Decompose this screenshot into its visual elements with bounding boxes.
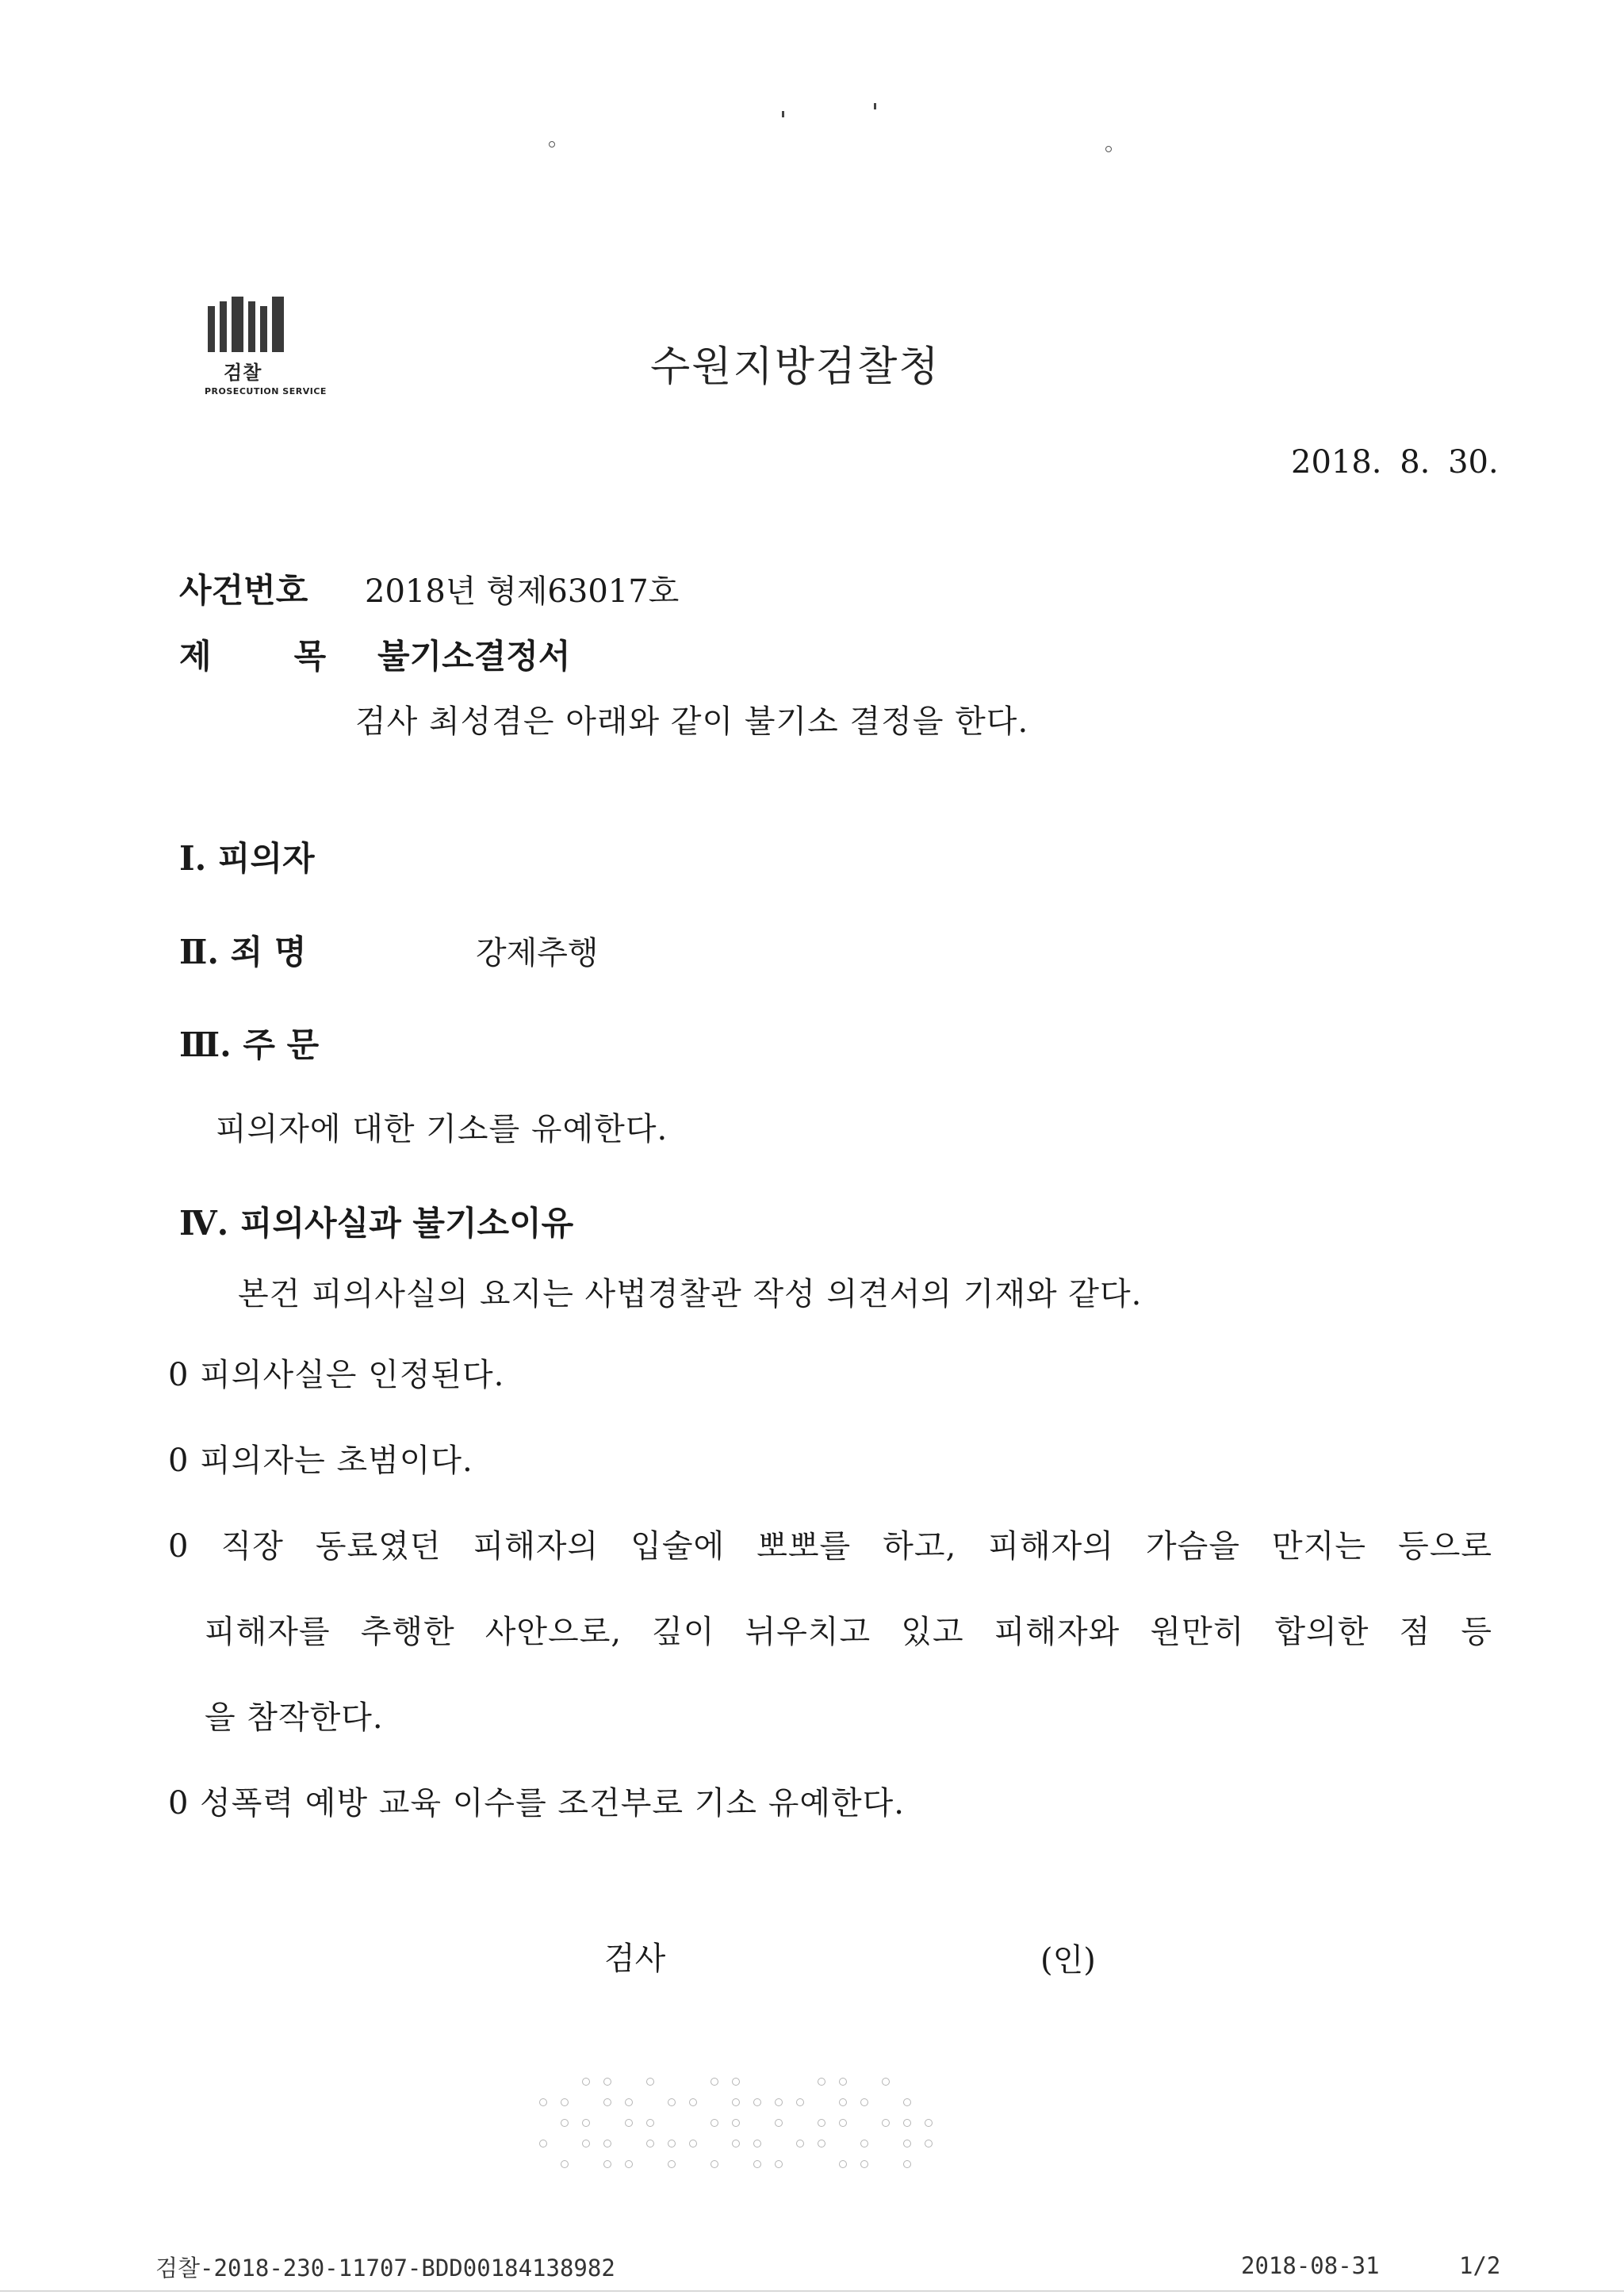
stamp-dot (539, 2140, 547, 2147)
stamp-dot (818, 2078, 825, 2086)
stamp-dot (582, 2078, 590, 2086)
intro-statement: 검사 최성겸은 아래와 같이 불기소 결정을 한다. (355, 703, 1029, 740)
page-number: 1/2 (1459, 2252, 1501, 2279)
scan-mark (1105, 146, 1112, 152)
stamp-dot (839, 2098, 847, 2106)
stamp-dot (710, 2160, 718, 2168)
title-label-part1: 제 (179, 637, 212, 676)
stamp-dot (561, 2119, 569, 2127)
stamp-dot (732, 2119, 740, 2127)
stamp-dot (603, 2160, 611, 2168)
logo-text-ko: 검찰 (224, 362, 262, 384)
stamp-dot (903, 2098, 911, 2106)
stamp-dot (860, 2160, 868, 2168)
stamp-dot (882, 2078, 890, 2086)
prosecution-logo (205, 295, 327, 414)
stamp-dot (925, 2140, 933, 2147)
reasons-summary: 본건 피의사실의 요지는 사법경찰관 작성 의견서의 기재와 같다. (238, 1276, 1143, 1312)
stamp-dot (753, 2140, 761, 2147)
section-disposition-heading: Ⅲ. 주 문 (179, 1025, 320, 1064)
stamp-dot (732, 2140, 740, 2147)
title-label-part2: 목 (293, 637, 327, 676)
stamp-dot (839, 2119, 847, 2127)
stamp-dot (646, 2140, 654, 2147)
stamp-dot (710, 2119, 718, 2127)
stamp-dot (903, 2119, 911, 2127)
print-date: 2018-08-31 (1241, 2252, 1380, 2279)
stamp-dot (818, 2119, 825, 2127)
charge-name: 강제추행 (476, 935, 599, 971)
stamp-dot (625, 2098, 633, 2106)
stamp-dot (903, 2140, 911, 2147)
stamp-dot (839, 2160, 847, 2168)
stamp-dot (603, 2098, 611, 2106)
document-id: 검찰-2018-230-11707-BDD00184138982 (155, 2255, 615, 2282)
logo-text-en: PROSECUTION SERVICE (205, 386, 327, 397)
stamp-dot (796, 2098, 804, 2106)
reason-item-4: 0 성폭력 예방 교육 이수를 조건부로 기소 유예한다. (168, 1785, 905, 1822)
stamp-dot (925, 2119, 933, 2127)
stamp-dot (668, 2140, 676, 2147)
stamp-dot (775, 2160, 783, 2168)
case-number-label: 사건번호 (179, 571, 308, 610)
stamp-dot (818, 2140, 825, 2147)
stamp-dot (860, 2140, 868, 2147)
stamp-dot (582, 2119, 590, 2127)
disposition-text: 피의자에 대한 기소를 유예한다. (216, 1111, 668, 1148)
stamp-dot (753, 2098, 761, 2106)
stamp-dot (646, 2078, 654, 2086)
stamp-dot (775, 2119, 783, 2127)
reason-item-3-line-3: 을 참작한다. (205, 1699, 384, 1736)
scan-mark (874, 103, 876, 109)
stamp-dot (539, 2098, 547, 2106)
dot-matrix-stamp (539, 2078, 952, 2189)
stamp-dot (668, 2160, 676, 2168)
stamp-dot (603, 2140, 611, 2147)
seal-mark: (인) (1040, 1942, 1096, 1979)
scan-mark (549, 141, 555, 148)
stamp-dot (732, 2098, 740, 2106)
stamp-dot (796, 2140, 804, 2147)
stamp-dot (625, 2119, 633, 2127)
prosecutor-label: 검사 (604, 1941, 666, 1977)
section-charge-heading: Ⅱ. 죄 명 (179, 933, 307, 971)
stamp-dot (561, 2098, 569, 2106)
stamp-dot (582, 2140, 590, 2147)
document-title: 불기소결정서 (377, 637, 571, 676)
stamp-dot (603, 2078, 611, 2086)
stamp-dot (882, 2119, 890, 2127)
stamp-dot (646, 2119, 654, 2127)
section-suspect-heading: Ⅰ. 피의자 (179, 839, 315, 878)
stamp-dot (903, 2160, 911, 2168)
reason-item-3-line-2: 피해자를 추행한 사안으로, 깊이 뉘우치고 있고 피해자와 원만히 합의한 점 등 (205, 1614, 1492, 1650)
stamp-dot (689, 2140, 697, 2147)
reason-item-1: 0 피의사실은 인정된다. (168, 1357, 505, 1393)
stamp-dot (839, 2078, 847, 2086)
stamp-dot (732, 2078, 740, 2086)
stamp-dot (775, 2098, 783, 2106)
stamp-dot (710, 2078, 718, 2086)
stamp-dot (753, 2160, 761, 2168)
stamp-dot (561, 2160, 569, 2168)
reason-item-3-line-1: 0 직장 동료였던 피해자의 입술에 뽀뽀를 하고, 피해자의 가슴을 만지는 등으로 (168, 1528, 1492, 1565)
section-reasons-heading: Ⅳ. 피의사실과 불기소이유 (179, 1204, 574, 1243)
reason-item-2: 0 피의자는 초범이다. (168, 1443, 473, 1479)
logo-emblem-icon (208, 295, 308, 352)
stamp-dot (625, 2160, 633, 2168)
stamp-dot (668, 2098, 676, 2106)
stamp-dot (860, 2098, 868, 2106)
case-number-value: 2018년 형제63017호 (365, 573, 680, 610)
title-label (179, 630, 326, 678)
bottom-edge-line (0, 2290, 1624, 2292)
stamp-dot (689, 2098, 697, 2106)
scan-mark (782, 111, 784, 117)
decision-date: 2018. 8. 30. (1291, 444, 1499, 481)
agency-name: 수원지방검찰청 (650, 343, 940, 391)
